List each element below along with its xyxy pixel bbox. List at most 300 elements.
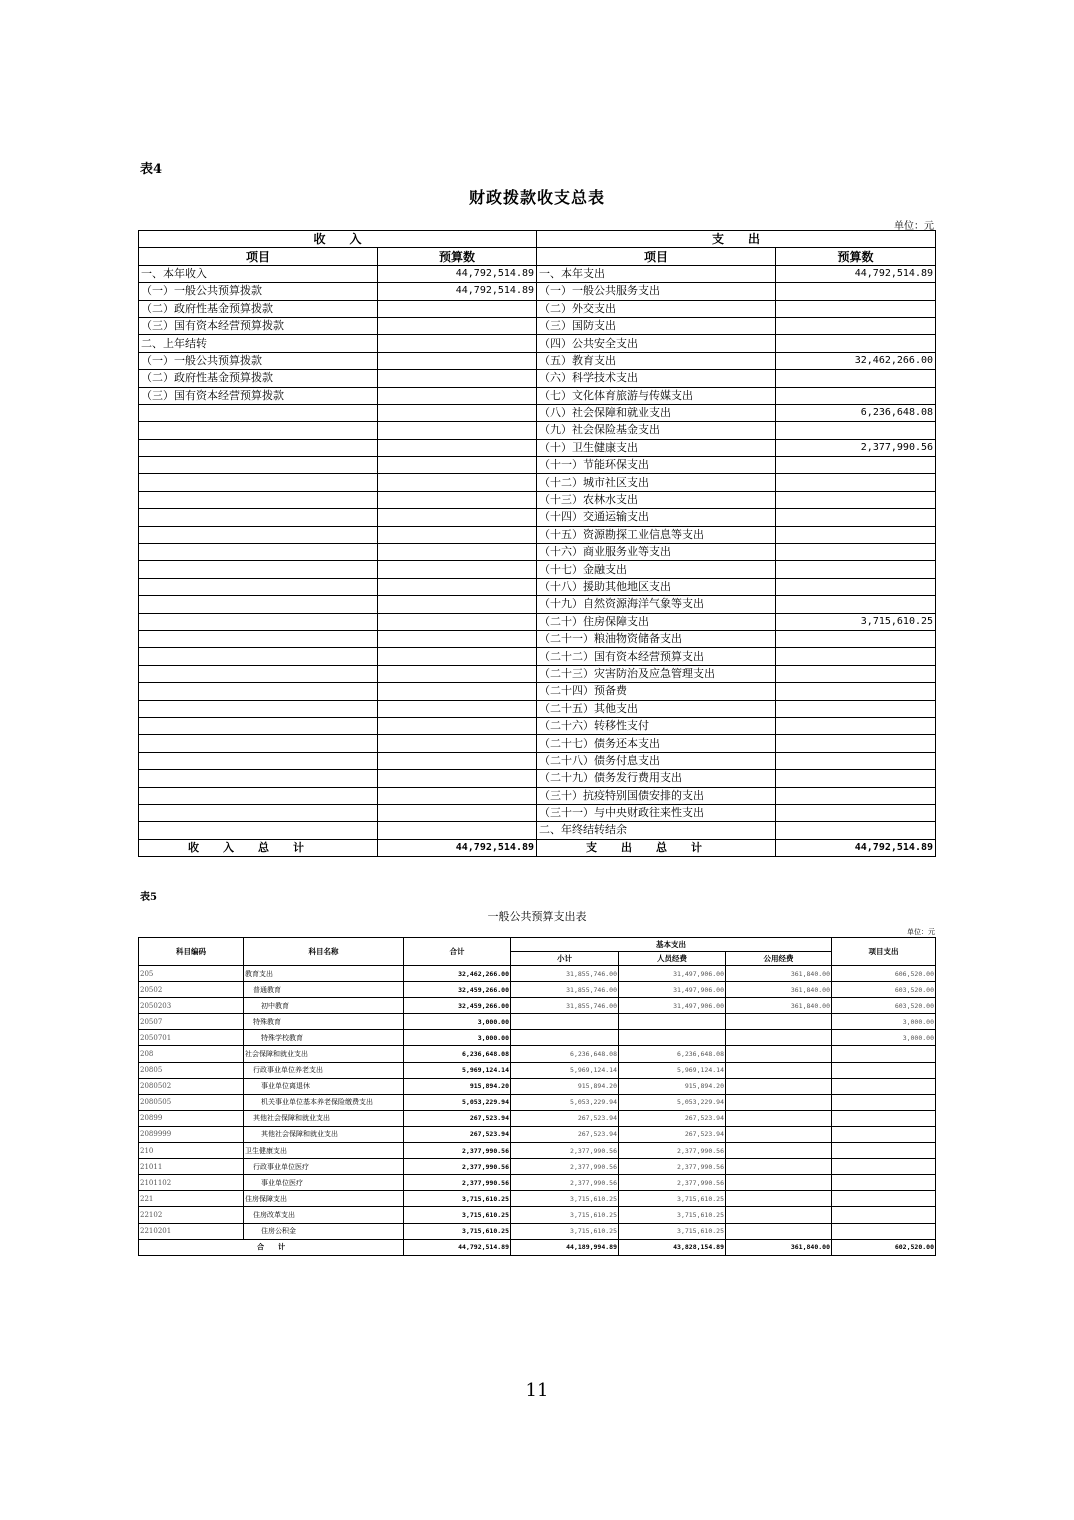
- income-item: （一）一般公共预算拨款: [139, 352, 378, 369]
- total-amount: 32,459,266.00: [404, 998, 511, 1014]
- project-expense: 603,520.00: [832, 982, 936, 998]
- income-budget: [378, 404, 537, 421]
- expense-budget: [776, 804, 936, 821]
- income-budget: [378, 300, 537, 317]
- income-item: [139, 474, 378, 491]
- public-expense: [726, 1110, 832, 1126]
- subject-name: 机关事业单位基本养老保险缴费支出: [244, 1094, 404, 1110]
- expense-item: （十）卫生健康支出: [537, 439, 776, 456]
- income-item: 二、上年结转: [139, 335, 378, 352]
- subject-name: 普通教育: [244, 982, 404, 998]
- table-row: [139, 1094, 936, 1110]
- total-header: 合计: [404, 938, 511, 966]
- subject-code: 2210201: [139, 1223, 244, 1239]
- income-budget: [378, 648, 537, 665]
- income-total-label: 收入总计: [139, 839, 378, 856]
- income-item: [139, 457, 378, 474]
- basic-subtotal: 2,377,990.56: [511, 1143, 619, 1159]
- expense-item: （四）公共安全支出: [537, 335, 776, 352]
- table-row: [139, 787, 936, 804]
- expense-budget: [776, 648, 936, 665]
- basic-subtotal: 267,523.94: [511, 1126, 619, 1142]
- basic-subtotal: [511, 1030, 619, 1046]
- expense-item: （五）教育支出: [537, 352, 776, 369]
- basic-subtotal: 2,377,990.56: [511, 1159, 619, 1175]
- expense-item: （二十七）债务还本支出: [537, 735, 776, 752]
- code-header: 科目编码: [139, 938, 244, 966]
- total-label: 合 计: [139, 1239, 404, 1255]
- income-budget: [378, 544, 537, 561]
- subject-name: 卫生健康支出: [244, 1143, 404, 1159]
- project-expense: [832, 1175, 936, 1191]
- income-item: [139, 578, 378, 595]
- table-row: [139, 544, 936, 561]
- income-budget: [378, 804, 537, 821]
- expense-total-value: 44,792,514.89: [776, 839, 936, 856]
- expense-budget: [776, 752, 936, 769]
- table-row: [139, 283, 936, 300]
- subject-name: 社会保障和就业支出: [244, 1046, 404, 1062]
- expense-item: （十一）节能环保支出: [537, 457, 776, 474]
- table-row: [139, 526, 936, 543]
- income-budget: [378, 439, 537, 456]
- expense-item: （十二）城市社区支出: [537, 474, 776, 491]
- subject-code: 2080505: [139, 1094, 244, 1110]
- table-row: [139, 422, 936, 439]
- income-budget: [378, 317, 537, 334]
- table-row: [139, 370, 936, 387]
- income-budget: [378, 335, 537, 352]
- name-header: 科目名称: [244, 938, 404, 966]
- income-item: （三）国有资本经营预算拨款: [139, 387, 378, 404]
- personnel-expense: 5,969,124.14: [619, 1062, 726, 1078]
- total-amount: 915,894.20: [404, 1078, 511, 1094]
- basic-subtotal: 31,855,746.00: [511, 966, 619, 982]
- subject-name: 特殊学校教育: [244, 1030, 404, 1046]
- total-amount: 3,715,610.25: [404, 1223, 511, 1239]
- project-expense: 3,000.00: [832, 1014, 936, 1030]
- income-item: [139, 491, 378, 508]
- basic-subtotal: 2,377,990.56: [511, 1175, 619, 1191]
- expense-budget: [776, 474, 936, 491]
- income-budget: [378, 578, 537, 595]
- expense-budget: [776, 717, 936, 734]
- income-budget: [378, 387, 537, 404]
- expense-item: （七）文化体育旅游与传媒支出: [537, 387, 776, 404]
- subject-code: 20507: [139, 1014, 244, 1030]
- expense-item-header: 项目: [537, 248, 776, 265]
- table4-column-header: [139, 248, 936, 265]
- subject-code: 2089999: [139, 1126, 244, 1142]
- table-row: [139, 265, 936, 282]
- income-item: [139, 700, 378, 717]
- subject-name: 事业单位离退休: [244, 1078, 404, 1094]
- public-expense: 361,840.00: [726, 998, 832, 1014]
- expense-item: （十六）商业服务业等支出: [537, 544, 776, 561]
- income-budget: [378, 474, 537, 491]
- table-row: [139, 770, 936, 787]
- public-expense: [726, 1046, 832, 1062]
- income-item: [139, 787, 378, 804]
- table-row: [139, 648, 936, 665]
- expense-item: （二十八）债务付息支出: [537, 752, 776, 769]
- basic-subtotal: 31,855,746.00: [511, 998, 619, 1014]
- expense-budget: [776, 387, 936, 404]
- basic-subtotal: 3,715,610.25: [511, 1223, 619, 1239]
- total-amount: 6,236,648.08: [404, 1046, 511, 1062]
- income-budget: [378, 752, 537, 769]
- table4-unit: 单位：元: [894, 221, 934, 232]
- income-budget: [378, 787, 537, 804]
- expense-budget: [776, 822, 936, 839]
- public-expense: 361,840.00: [726, 982, 832, 998]
- income-item: [139, 804, 378, 821]
- table-row: [139, 1143, 936, 1159]
- expense-budget: [776, 630, 936, 647]
- project-expense: [832, 1126, 936, 1142]
- expense-budget: [776, 283, 936, 300]
- subject-name: 行政事业单位养老支出: [244, 1062, 404, 1078]
- income-budget: [378, 735, 537, 752]
- public-expense: [726, 1126, 832, 1142]
- public-expense: [726, 1094, 832, 1110]
- subject-name: 住房保障支出: [244, 1191, 404, 1207]
- personnel-expense: 915,894.20: [619, 1078, 726, 1094]
- public-expense: [726, 1143, 832, 1159]
- project-expense: 602,520.00: [832, 1239, 936, 1255]
- expense-total-label: 支出总计: [537, 839, 776, 856]
- subject-code: 221: [139, 1191, 244, 1207]
- income-item: （一）一般公共预算拨款: [139, 283, 378, 300]
- table-row: [139, 982, 936, 998]
- income-item: [139, 509, 378, 526]
- expense-budget: [776, 770, 936, 787]
- table-row: [139, 1014, 936, 1030]
- table-row: [139, 474, 936, 491]
- personnel-expense: [619, 1014, 726, 1030]
- income-item: [139, 665, 378, 682]
- subject-code: 205: [139, 966, 244, 982]
- income-budget: 44,792,514.89: [378, 265, 537, 282]
- subject-code: 21011: [139, 1159, 244, 1175]
- income-budget: [378, 526, 537, 543]
- total-amount: 32,459,266.00: [404, 982, 511, 998]
- expense-budget: [776, 335, 936, 352]
- public-expense: [726, 1207, 832, 1223]
- basic-subtotal: 915,894.20: [511, 1078, 619, 1094]
- expense-budget: [776, 683, 936, 700]
- project-expense: 603,520.00: [832, 998, 936, 1014]
- public-expense: [726, 1159, 832, 1175]
- income-item: [139, 822, 378, 839]
- income-item: （二）政府性基金预算拨款: [139, 370, 378, 387]
- basic-subtotal: 3,715,610.25: [511, 1207, 619, 1223]
- personnel-expense: 267,523.94: [619, 1126, 726, 1142]
- table5-unit: 单位：元: [907, 928, 935, 936]
- personnel-expense: 2,377,990.56: [619, 1175, 726, 1191]
- table5-label: 表5: [140, 892, 157, 903]
- income-budget: [378, 561, 537, 578]
- table-row: [139, 1175, 936, 1191]
- expense-budget: 6,236,648.08: [776, 404, 936, 421]
- income-budget: [378, 683, 537, 700]
- project-expense: [832, 1062, 936, 1078]
- subject-code: 20899: [139, 1110, 244, 1126]
- personnel-expense: 31,497,906.00: [619, 966, 726, 982]
- income-item: [139, 439, 378, 456]
- project-expense: [832, 1223, 936, 1239]
- project-expense: 606,520.00: [832, 966, 936, 982]
- expense-budget: [776, 457, 936, 474]
- public-expense: [726, 1062, 832, 1078]
- income-budget: 44,792,514.89: [378, 283, 537, 300]
- project-expense: [832, 1094, 936, 1110]
- expense-budget: 3,715,610.25: [776, 613, 936, 630]
- income-item: 一、本年收入: [139, 265, 378, 282]
- income-item-header: 项目: [139, 248, 378, 265]
- income-budget: [378, 422, 537, 439]
- income-budget: [378, 770, 537, 787]
- expense-budget: [776, 544, 936, 561]
- expense-budget: [776, 787, 936, 804]
- table-row: [139, 1062, 936, 1078]
- table-row: [139, 317, 936, 334]
- subject-code: 20805: [139, 1062, 244, 1078]
- expense-item: （十五）资源勘探工业信息等支出: [537, 526, 776, 543]
- table4-label: 表4: [140, 162, 163, 177]
- table-row: [139, 1046, 936, 1062]
- expense-budget: [776, 700, 936, 717]
- table5-title: 一般公共预算支出表: [487, 910, 587, 923]
- expense-budget: [776, 735, 936, 752]
- expense-item: （二十三）灾害防治及应急管理支出: [537, 665, 776, 682]
- basic-subtotal: 31,855,746.00: [511, 982, 619, 998]
- income-budget: [378, 596, 537, 613]
- total-amount: 44,792,514.89: [404, 1239, 511, 1255]
- expense-item: （三十一）与中央财政往来性支出: [537, 804, 776, 821]
- table-row: [139, 665, 936, 682]
- expense-item: （十七）金融支出: [537, 561, 776, 578]
- expense-budget: [776, 370, 936, 387]
- income-budget: [378, 370, 537, 387]
- income-item: [139, 717, 378, 734]
- expense-item: （二十二）国有资本经营预算支出: [537, 648, 776, 665]
- income-budget: [378, 613, 537, 630]
- subject-code: 20502: [139, 982, 244, 998]
- subject-name: 初中教育: [244, 998, 404, 1014]
- personnel-expense: 3,715,610.25: [619, 1191, 726, 1207]
- total-amount: 32,462,266.00: [404, 966, 511, 982]
- basic-subtotal: 44,189,994.89: [511, 1239, 619, 1255]
- subject-code: 2101102: [139, 1175, 244, 1191]
- expense-item: （十八）援助其他地区支出: [537, 578, 776, 595]
- income-budget: [378, 491, 537, 508]
- table-row: [139, 613, 936, 630]
- expense-budget: [776, 578, 936, 595]
- table-row: [139, 752, 936, 769]
- table-row: [139, 404, 936, 421]
- total-amount: 2,377,990.56: [404, 1175, 511, 1191]
- income-total-value: 44,792,514.89: [378, 839, 537, 856]
- total-amount: 5,053,229.94: [404, 1094, 511, 1110]
- public-expense: [726, 1030, 832, 1046]
- expense-budget: [776, 422, 936, 439]
- expense-budget: [776, 596, 936, 613]
- public-expense: [726, 1014, 832, 1030]
- basic-subtotal: 6,236,648.08: [511, 1046, 619, 1062]
- table-row: [139, 578, 936, 595]
- expense-item: （一）一般公共服务支出: [537, 283, 776, 300]
- subject-name: 其他社会保障和就业支出: [244, 1126, 404, 1142]
- income-item: [139, 752, 378, 769]
- expense-item: （二十一）粮油物资储备支出: [537, 630, 776, 647]
- total-row: [139, 1239, 936, 1255]
- project-expense: 3,000.00: [832, 1030, 936, 1046]
- public-header: 公用经费: [726, 952, 832, 966]
- personnel-expense: 31,497,906.00: [619, 982, 726, 998]
- income-item: [139, 770, 378, 787]
- public-expense: [726, 1078, 832, 1094]
- public-expense: 361,840.00: [726, 966, 832, 982]
- table-row: [139, 1191, 936, 1207]
- total-amount: 2,377,990.56: [404, 1143, 511, 1159]
- subject-name: 住房公积金: [244, 1223, 404, 1239]
- table-row: [139, 966, 936, 982]
- table-row: [139, 387, 936, 404]
- table-row: [139, 1110, 936, 1126]
- table-row: [139, 683, 936, 700]
- income-budget: [378, 509, 537, 526]
- personnel-expense: 267,523.94: [619, 1110, 726, 1126]
- project-expense: [832, 1207, 936, 1223]
- table-row: [139, 700, 936, 717]
- income-item: [139, 544, 378, 561]
- subtotal-header: 小计: [511, 952, 619, 966]
- income-item: [139, 648, 378, 665]
- income-item: [139, 613, 378, 630]
- personnel-expense: 43,828,154.89: [619, 1239, 726, 1255]
- expense-item: （二十六）转移性支付: [537, 717, 776, 734]
- table-row: [139, 335, 936, 352]
- table-row: [139, 1030, 936, 1046]
- expense-budget: [776, 491, 936, 508]
- table-row: [139, 1078, 936, 1094]
- subject-name: 其他社会保障和就业支出: [244, 1110, 404, 1126]
- income-budget: [378, 457, 537, 474]
- table-row: [139, 1223, 936, 1239]
- table-row: [139, 630, 936, 647]
- project-expense-header: 项目支出: [832, 938, 936, 966]
- expense-budget: [776, 509, 936, 526]
- income-budget: [378, 665, 537, 682]
- total-amount: 267,523.94: [404, 1126, 511, 1142]
- income-header: 收 入: [139, 231, 537, 248]
- expense-item: （六）科学技术支出: [537, 370, 776, 387]
- table-row: [139, 1159, 936, 1175]
- project-expense: [832, 1159, 936, 1175]
- subject-code: 210: [139, 1143, 244, 1159]
- total-row: [139, 839, 936, 856]
- expense-item: （二）外交支出: [537, 300, 776, 317]
- basic-subtotal: [511, 1014, 619, 1030]
- basic-subtotal: 3,715,610.25: [511, 1191, 619, 1207]
- expense-item: （十九）自然资源海洋气象等支出: [537, 596, 776, 613]
- project-expense: [832, 1078, 936, 1094]
- personnel-expense: [619, 1030, 726, 1046]
- income-budget: [378, 630, 537, 647]
- personnel-expense: 3,715,610.25: [619, 1223, 726, 1239]
- project-expense: [832, 1191, 936, 1207]
- expense-item: （二十四）预备费: [537, 683, 776, 700]
- subject-name: 住房改革支出: [244, 1207, 404, 1223]
- basic-subtotal: 5,969,124.14: [511, 1062, 619, 1078]
- total-amount: 3,715,610.25: [404, 1191, 511, 1207]
- subject-name: 事业单位医疗: [244, 1175, 404, 1191]
- expense-header: 支 出: [537, 231, 936, 248]
- subject-code: 2080502: [139, 1078, 244, 1094]
- total-amount: 5,969,124.14: [404, 1062, 511, 1078]
- table-row: [139, 509, 936, 526]
- table-row: [139, 822, 936, 839]
- income-budget: [378, 822, 537, 839]
- table-row: [139, 457, 936, 474]
- income-item: [139, 422, 378, 439]
- expense-item: （十四）交通运输支出: [537, 509, 776, 526]
- expense-item: 二、年终结转结余: [537, 822, 776, 839]
- table-row: [139, 491, 936, 508]
- expense-item: （二十九）债务发行费用支出: [537, 770, 776, 787]
- expense-item: （三十）抗疫特别国债安排的支出: [537, 787, 776, 804]
- income-budget: [378, 717, 537, 734]
- total-amount: 3,715,610.25: [404, 1207, 511, 1223]
- expense-budget: [776, 561, 936, 578]
- expense-item: （十三）农林水支出: [537, 491, 776, 508]
- expense-item: 一、本年支出: [537, 265, 776, 282]
- income-item: （三）国有资本经营预算拨款: [139, 317, 378, 334]
- expense-budget-header: 预算数: [776, 248, 936, 265]
- personnel-expense: 2,377,990.56: [619, 1159, 726, 1175]
- project-expense: [832, 1143, 936, 1159]
- expense-item: （九）社会保险基金支出: [537, 422, 776, 439]
- expense-item: （八）社会保障和就业支出: [537, 404, 776, 421]
- public-expense: [726, 1175, 832, 1191]
- subject-name: 教育支出: [244, 966, 404, 982]
- income-item: （二）政府性基金预算拨款: [139, 300, 378, 317]
- project-expense: [832, 1046, 936, 1062]
- page-number: 11: [525, 1380, 549, 1401]
- income-budget: [378, 352, 537, 369]
- public-expense: 361,840.00: [726, 1239, 832, 1255]
- table4-section-header: [139, 231, 936, 248]
- public-expense: [726, 1223, 832, 1239]
- fiscal-appropriation-summary-table: [138, 230, 936, 857]
- personnel-expense: 6,236,648.08: [619, 1046, 726, 1062]
- income-item: [139, 683, 378, 700]
- basic-subtotal: 5,053,229.94: [511, 1094, 619, 1110]
- table5-header-row-1: [139, 938, 936, 952]
- table-row: [139, 735, 936, 752]
- expense-budget: [776, 300, 936, 317]
- income-item: [139, 526, 378, 543]
- expense-item: （三）国防支出: [537, 317, 776, 334]
- income-budget-header: 预算数: [378, 248, 537, 265]
- subject-code: 2050701: [139, 1030, 244, 1046]
- expense-budget: [776, 526, 936, 543]
- subject-code: 208: [139, 1046, 244, 1062]
- personnel-expense: 2,377,990.56: [619, 1143, 726, 1159]
- total-amount: 3,000.00: [404, 1030, 511, 1046]
- table-row: [139, 352, 936, 369]
